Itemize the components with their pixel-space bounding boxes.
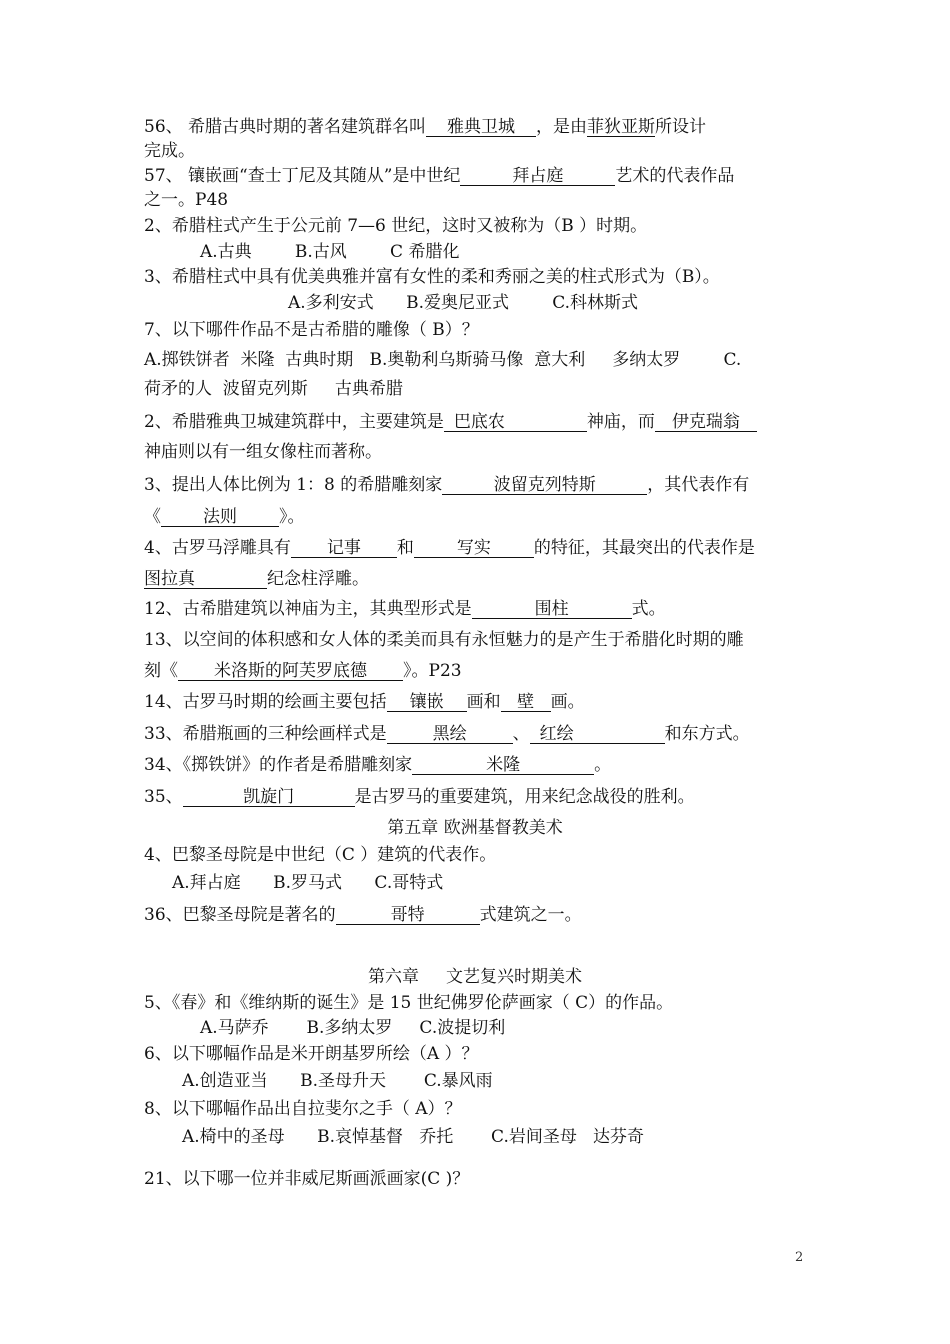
ch5-q36: 36、巴黎圣母院是著名的 哥特 式建筑之一。 <box>144 905 582 925</box>
mc7-options-line2: 荷矛的人 波留克列斯 古典希腊 <box>144 379 403 399</box>
mc3-options: A.多利安式 B.爱奥尼亚式 C.科林斯式 <box>288 293 639 313</box>
page-number: 2 <box>795 1250 804 1265</box>
ch6-q6-options: A.创造亚当 B.圣母升天 C.暴风雨 <box>182 1071 493 1091</box>
mc3-question: 3、希腊柱式中具有优美典雅并富有女性的柔和秀丽之美的柱式形式为（B）。 <box>144 267 720 287</box>
ch6-q5: 5、《春》和《维纳斯的诞生》是 15 世纪佛罗伦萨画家（ C）的作品。 <box>144 993 674 1013</box>
mc7-question: 7、以下哪件作品不是古希腊的雕像（ B）？ <box>144 320 479 340</box>
mc7-options-line1: A.掷铁饼者 米隆 古典时期 B.奥勒利乌斯骑马像 意大利 多纳太罗 C. <box>144 350 742 370</box>
f4-line1: 4、古罗马浮雕具有 记事 和 写实 的特征，其最突出的代表作是 <box>144 538 755 558</box>
f2-blank-1: 巴底农 <box>444 410 587 432</box>
q57-line2: 之一。P48 <box>144 190 229 210</box>
f4-blank-3: 图拉真 <box>144 567 267 589</box>
f14-blank-2: 壁 <box>501 690 551 712</box>
f34-blank: 米隆 <box>412 753 594 775</box>
ch5-q4: 4、巴黎圣母院是中世纪（C ）建筑的代表作。 <box>144 845 497 865</box>
q57-line1: 57、 镶嵌画“查士丁尼及其随从”是中世纪 拜占庭 艺术的代表作品 <box>144 166 735 186</box>
ch6-q6: 6、以下哪幅作品是米开朗基罗所绘（A ）？ <box>144 1044 479 1064</box>
f4-blank-2: 写实 <box>414 536 534 558</box>
f2-line2: 神庙则以有一组女像柱而著称。 <box>144 442 382 462</box>
ch5-q36-blank: 哥特 <box>336 903 480 925</box>
chapter6-title: 第六章 文艺复兴时期美术 <box>367 967 583 987</box>
f13-line2: 刻《 米洛斯的阿芙罗底德 》。P23 <box>144 661 462 681</box>
f34-line: 34、《掷铁饼》的作者是希腊雕刻家 米隆 。 <box>144 755 612 775</box>
q56-blank-1: 雅典卫城 <box>426 115 536 137</box>
ch6-q8-options: A.椅中的圣母 B.哀悼基督 乔托 C.岩间圣母 达芬奇 <box>182 1127 645 1147</box>
f35-line: 35、 凯旋门 是古罗马的重要建筑，用来纪念战役的胜利。 <box>144 787 695 807</box>
f33-blank-2: 红绘 <box>530 722 665 744</box>
f33-line: 33、希腊瓶画的三种绘画样式是 黑绘 、 红绘 和东方式。 <box>144 724 750 744</box>
f14-blank-1: 镶嵌 <box>387 690 467 712</box>
f14-line: 14、古罗马时期的绘画主要包括 镶嵌 画和 壁 画。 <box>144 692 585 712</box>
f4-line2: 图拉真 纪念柱浮雕。 <box>144 569 369 589</box>
f2-blank-2: 伊克瑞翁 <box>655 410 757 432</box>
f35-blank: 凯旋门 <box>183 785 355 807</box>
mc2-question: 2、希腊柱式产生于公元前 7—6 世纪，这时又被称为（B ）时期。 <box>144 216 648 236</box>
q56-line1: 56、 希腊古典时期的著名建筑群名叫 雅典卫城 ，是由菲狄亚斯所设计 <box>144 117 707 137</box>
q57-blank: 拜占庭 <box>460 164 615 186</box>
ch6-q8: 8、以下哪幅作品出自拉斐尔之手（ A）？ <box>144 1099 462 1119</box>
f3-line2: 《 法则 》。 <box>144 507 305 527</box>
f3-blank-1: 波留克列特斯 <box>442 473 647 495</box>
ch5-q4-options: A.拜占庭 B.罗马式 C.哥特式 <box>172 873 444 893</box>
f12-line: 12、古希腊建筑以神庙为主，其典型形式是 围柱 式。 <box>144 599 666 619</box>
ch6-q21: 21、以下哪一位并非威尼斯画派画家(C )？ <box>144 1169 470 1189</box>
f13-line1: 13、以空间的体积感和女人体的柔美而具有永恒魅力的是产生于希腊化时期的雕 <box>144 630 744 650</box>
ch6-q5-options: A.马萨乔 B.多纳太罗 C.波提切利 <box>200 1018 506 1038</box>
f33-blank-1: 黑绘 <box>387 722 513 744</box>
f12-blank: 围柱 <box>472 597 632 619</box>
f3-line1: 3、提出人体比例为 1：8 的希腊雕刻家 波留克列特斯 ，其代表作有 <box>144 475 750 495</box>
f2-line1: 2、希腊雅典卫城建筑群中，主要建筑是 巴底农 神庙，而 伊克瑞翁 <box>144 410 757 434</box>
chapter5-title: 第五章 欧洲基督教美术 <box>387 818 563 838</box>
f4-blank-1: 记事 <box>291 536 397 558</box>
f3-blank-2: 法则 <box>161 505 279 527</box>
q56-blank-2: 菲狄亚斯 <box>587 117 656 137</box>
mc2-options: A.古典 B.古风 C 希腊化 <box>200 242 460 262</box>
q56-line2: 完成。 <box>144 141 195 161</box>
f13-blank: 米洛斯的阿芙罗底德 <box>178 659 403 681</box>
